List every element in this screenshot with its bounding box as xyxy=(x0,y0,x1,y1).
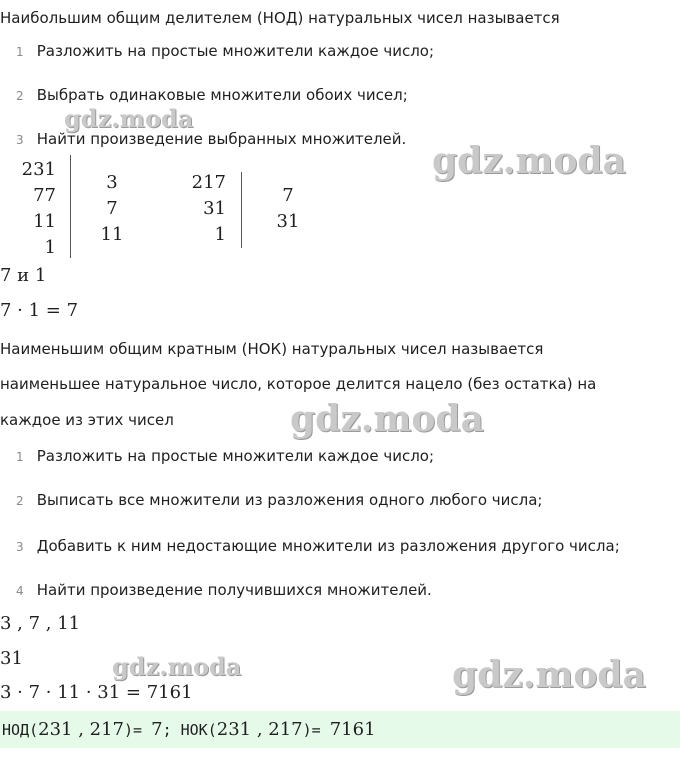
factor-column-primes xyxy=(92,170,132,248)
watermark: gdz.moda xyxy=(290,398,484,440)
dividend: 11 xyxy=(33,211,56,232)
factor-divider-line xyxy=(70,155,71,258)
lcm-step-4 xyxy=(16,580,432,600)
gcd-product: 7 · 1 = 7 xyxy=(0,300,79,321)
prime-factor: 11 xyxy=(100,224,124,245)
dividend: 1 xyxy=(214,224,226,245)
dividend: 1 xyxy=(44,237,56,258)
watermark: gdz.moda xyxy=(64,104,194,133)
gcd-value: 7 xyxy=(151,719,163,740)
lcm-step-2 xyxy=(16,490,542,510)
lcm-factors-first: 3 , 7 , 11 xyxy=(0,613,81,634)
common-factors: 7 и 1 xyxy=(0,265,47,286)
step-number: 1 xyxy=(16,45,24,59)
step-number: 3 xyxy=(16,133,24,147)
gcd-equals: )= xyxy=(124,721,152,739)
gcd-step-2 xyxy=(16,85,408,105)
gcd-step-1 xyxy=(16,41,434,61)
step-number: 3 xyxy=(16,540,24,554)
watermark: gdz.moda xyxy=(452,654,646,696)
answer-line xyxy=(2,719,376,741)
dividend: 31 xyxy=(203,198,226,219)
step-text: Выбрать одинаковые множители обоих чисел; xyxy=(36,86,408,104)
gcd-label: НОД( xyxy=(2,721,39,739)
dividend: 77 xyxy=(33,185,56,206)
step-number: 1 xyxy=(16,450,24,464)
factor-column-dividends xyxy=(180,170,226,248)
gcd-args: 231 , 217 xyxy=(38,719,125,740)
step-text: Найти произведение получившихся множителей. xyxy=(36,581,432,599)
watermark: gdz.moda xyxy=(432,140,626,182)
lcm-definition-line-2: наименьшее натуральное число, которое делится нацело (без остатка) на xyxy=(0,375,597,393)
lcm-equals: )= xyxy=(302,721,330,739)
prime-factor: 7 xyxy=(282,185,294,206)
step-text: Разложить на простые множители каждое число; xyxy=(36,447,435,465)
prime-factor: 3 xyxy=(106,172,118,193)
lcm-step-1 xyxy=(16,446,434,466)
step-number: 2 xyxy=(16,494,24,508)
step-text: Найти произведение выбранных множителей. xyxy=(36,130,407,148)
step-number: 4 xyxy=(16,584,24,598)
step-text: Добавить к ним недостающие множители из разложения другого числа; xyxy=(36,537,620,555)
lcm-definition-line-3: каждое из этих чисел xyxy=(0,411,174,429)
lcm-args: 231 , 217 xyxy=(216,719,303,740)
prime-factor: 7 xyxy=(106,198,118,219)
dividend: 231 xyxy=(21,159,56,180)
factor-column-primes xyxy=(268,183,308,235)
lcm-value: 7161 xyxy=(329,719,376,740)
prime-factor: 31 xyxy=(276,211,300,232)
factor-divider-line xyxy=(241,172,242,248)
gcd-definition: Наибольшим общим делителем (НОД) натуральных чисел называется xyxy=(0,9,560,27)
lcm-label: НОК( xyxy=(180,721,217,739)
factor-column-dividends xyxy=(10,157,56,261)
lcm-factors-added: 31 xyxy=(0,648,23,669)
lcm-step-3 xyxy=(16,536,620,556)
dividend: 217 xyxy=(191,172,226,193)
lcm-definition-line-1: Наименьшим общим кратным (НОК) натуральных чисел называется xyxy=(0,340,544,358)
step-text: Разложить на простые множители каждое число; xyxy=(36,42,435,60)
step-text: Выписать все множители из разложения одного любого числа; xyxy=(36,491,543,509)
answer-separator: ; xyxy=(162,721,181,739)
step-number: 2 xyxy=(16,89,24,103)
watermark: gdz.moda xyxy=(112,652,242,681)
lcm-product: 3 · 7 · 11 · 31 = 7161 xyxy=(0,682,193,703)
